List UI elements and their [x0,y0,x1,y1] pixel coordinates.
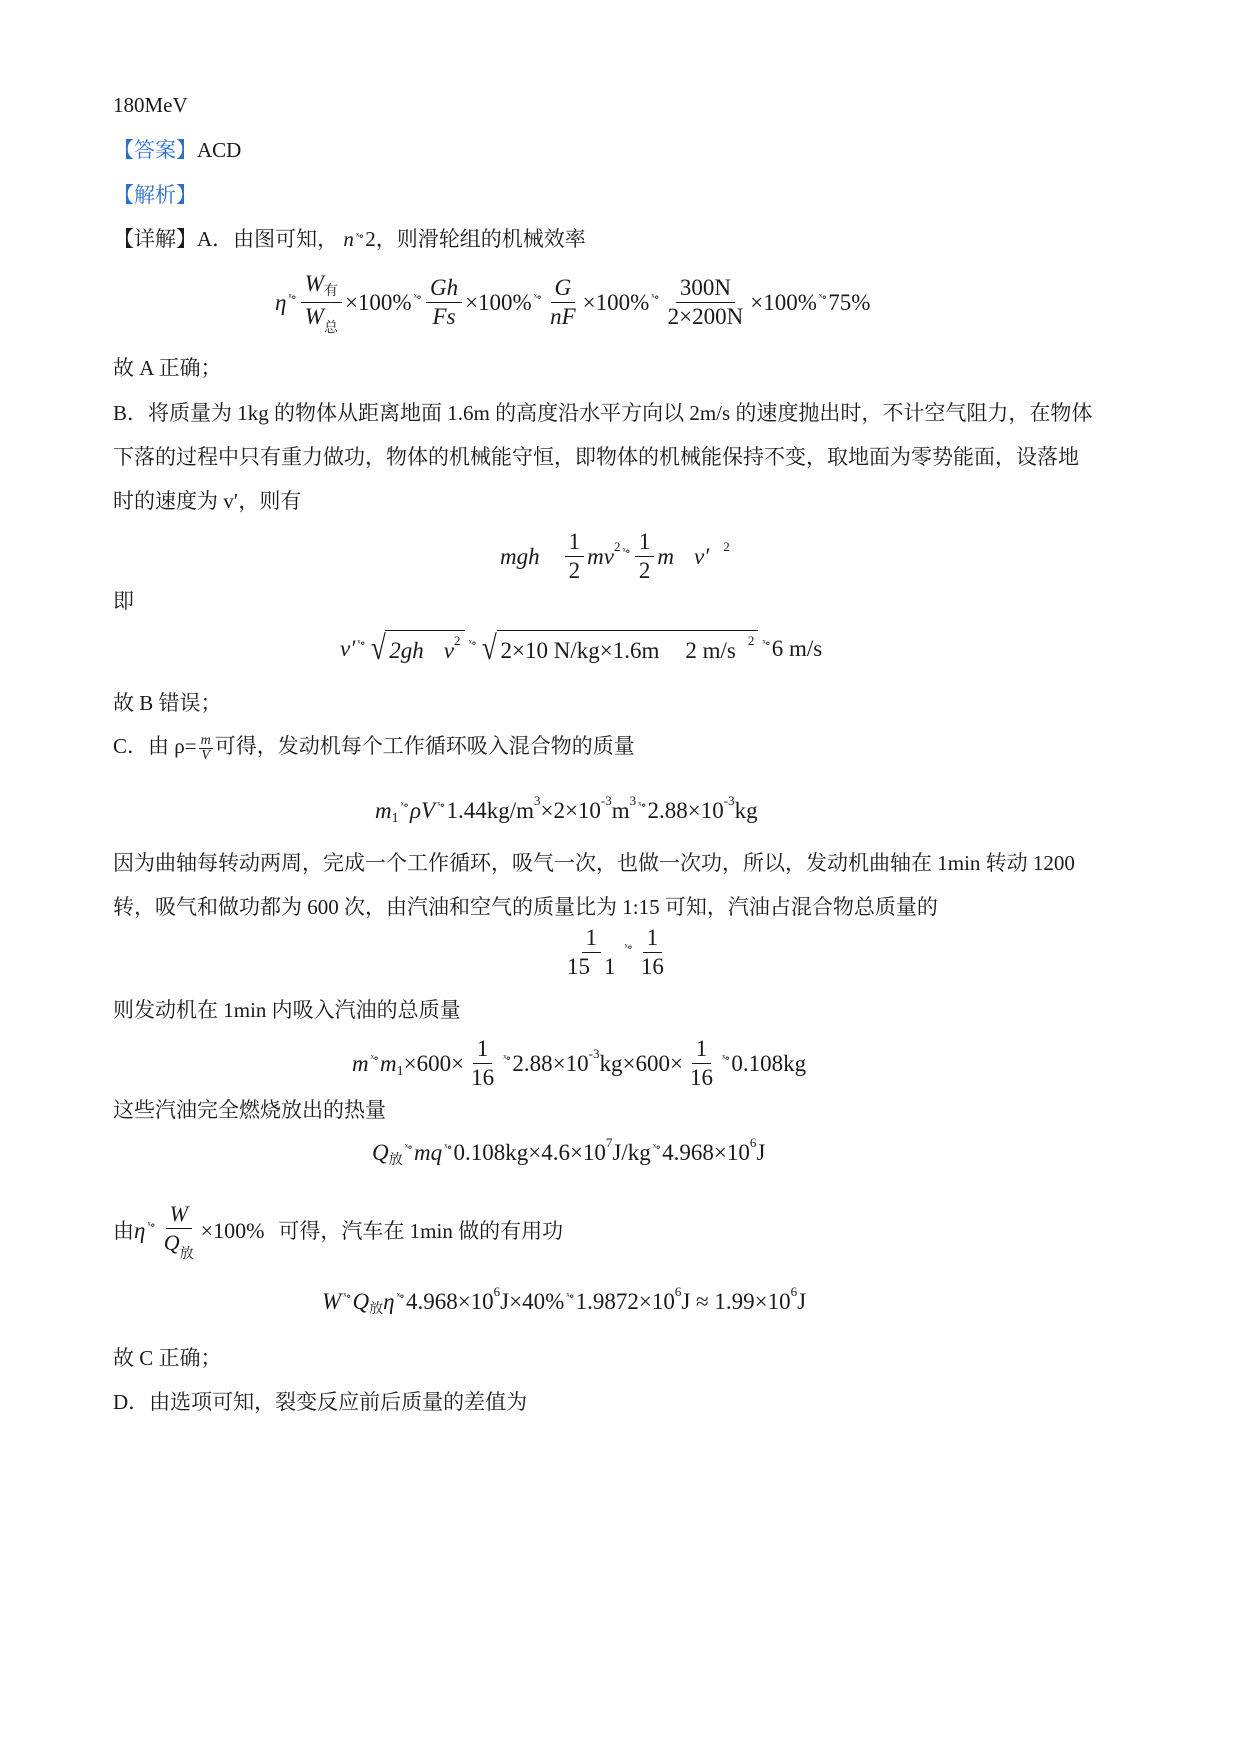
neg3: -3 [723,793,735,808]
m1: m [375,798,392,823]
m-var: m [657,543,674,569]
ratio-frac [563,924,620,981]
eta-frac [160,1200,198,1261]
fs-den: Fs [432,304,456,329]
calc-q: 0.108kg×4.6×10 [453,1140,606,1165]
c1-suffix: 可得，发动机每个工作循环吸入混合物的质量 [214,734,635,758]
eq-mark: ˣ∘ [533,289,542,304]
density: 1.44kg/m [446,798,534,823]
two-gh: 2gh [389,637,424,663]
answer-value: ACD [197,138,242,162]
kg: kg [599,1050,623,1076]
eq-mark: ˣ∘ [400,798,408,812]
sixteen: 16 [689,1065,713,1090]
one: 1 [565,528,585,557]
answer-tag: 【答案】 [113,138,197,162]
cube: 3 [533,793,541,808]
sub-you: 有 [323,284,338,299]
sq: 2 [454,632,461,648]
sqrt-1: √ 2gh v 2 [369,630,465,668]
eq-mark: ˣ∘ [503,1050,511,1065]
frac-16 [686,1035,717,1092]
one: 1 [582,924,602,953]
v-prime: v′ [340,636,356,661]
sq: 2 [747,632,755,648]
mgh: mgh [500,543,540,569]
cube: 3 [629,793,637,808]
eq-mark: ˣ∘ [652,1140,661,1154]
sq: 2 [613,538,621,554]
c-line-5: 这些汽油完全燃烧放出的热量 [113,1098,386,1122]
eq-mark: ˣ∘ [624,939,632,954]
six: 6 [790,1284,798,1299]
c-line-2: 因为曲轴每转动两周，完成一个工作循环，吸气一次，也做一次功，所以，发动机曲轴在 1min 转动 1200 [113,851,1075,875]
result-75: 75% [828,289,871,315]
times-100: ×100% [582,289,650,315]
times-40: J×40% [500,1289,565,1314]
one: 1 [604,954,616,979]
b-wrong: 故 B 错误； [113,691,222,715]
approx: J ≈ 1.99×10 [681,1289,791,1314]
eq-mark: ˣ∘ [370,1050,378,1065]
x2x10: ×2×10 [540,798,601,823]
m-unit: m [611,798,630,823]
frac-16 [467,1035,498,1092]
detail-a-text2: ，则滑轮组的机械效率 [375,227,586,251]
detail-tag: 【详解】 [113,227,197,251]
a-correct: 故 A 正确； [113,356,222,380]
six: 6 [493,1284,501,1299]
detail-a-text: A．由图可知， [197,227,339,251]
detail-a-line [113,224,586,257]
sixteen: 16 [471,1065,495,1090]
result-19872: 1.9872×10 [575,1289,675,1314]
efficiency-equation [275,270,870,335]
den-400: 2×200N [667,304,744,329]
times-100: ×100% [200,1217,265,1243]
sq: 2 [723,538,730,554]
j-unit: J [797,1289,807,1314]
gh-num: Gh [426,274,462,303]
sqrt-2: √ 2×10 N/kg×1.6m 2 m/s 2 [480,630,759,668]
fraction-g [546,274,580,331]
one: 1 [635,528,655,557]
eq-mark: ˣ∘ [468,636,476,650]
six: 6 [749,1135,757,1150]
one: 1 [473,1035,493,1064]
energy-equation [500,528,730,585]
w-num: W [166,1200,192,1229]
neg3: -3 [588,1045,600,1061]
eq-mark: ˣ∘ [622,543,630,558]
eq-mark: ˣ∘ [288,289,296,304]
m-var: m [352,1050,369,1076]
work-equation [322,1284,807,1317]
x600: ×600× [403,1050,465,1076]
num-300: 300N [676,274,735,303]
two: 2 [638,558,651,583]
v-prime: v′ [693,543,710,569]
mass-equation [375,793,758,826]
eq-mark: ˣ∘ [437,798,445,812]
eq-mark: ˣ∘ [566,1289,574,1303]
half-2 [635,528,655,585]
eq-mark: ˣ∘ [355,229,364,243]
result-4968: 4.968×10 [405,1289,494,1314]
jkg: J/kg [612,1140,651,1165]
g-num: G [551,274,576,303]
result-0108: 0.108kg [731,1050,807,1076]
inner-calc: 2×10 N/kg×1.6m [500,637,660,663]
eq-mark: ˣ∘ [357,636,365,650]
sub-zong: 总 [323,321,338,336]
half-1 [565,528,585,585]
rho-m: m [200,732,211,748]
m1: m [379,1050,397,1076]
eq-mark: ˣ∘ [147,1217,155,1232]
times-100: ×100% [344,289,412,315]
velocity-equation [340,630,822,668]
result-288: 2.88×10 [647,798,724,823]
rho-v: V [201,747,210,763]
eq-mark: ˣ∘ [818,289,827,304]
times-100: ×100% [750,289,817,315]
nf-den: nF [550,304,576,329]
heat-equation [372,1135,766,1168]
fraction-numbers [664,274,748,331]
fraction-gh [426,274,462,331]
b-line-2: 下落的过程中只有重力做功，物体的机械能守恒，即物体的机械能保持不变，取地面为零势能面，设落地 [113,445,1079,469]
two: 2 [568,558,581,583]
eta-symbol: η [383,1289,395,1314]
sub-1: 1 [396,1063,404,1079]
mq: mq [413,1140,443,1165]
eq-mark: ˣ∘ [721,1050,730,1065]
sub-fang: 放 [179,1247,194,1262]
text-line-0: 180MeV [113,93,188,117]
w-var: W [322,1289,342,1314]
inner-v: 2 m/s [685,637,736,663]
c6-prefix: 由 [113,1218,134,1243]
sub-fang: 放 [388,1153,403,1168]
eq-mark: ˣ∘ [762,636,770,650]
q-den: Q [163,1230,180,1255]
result-6: 6 m/s [771,636,823,661]
analysis-tag: 【解析】 [113,183,197,207]
kg: kg [734,798,758,823]
eq-mark: ˣ∘ [343,1289,351,1303]
d-line-1: D．由选项可知，裂变反应前后质量的差值为 [113,1390,528,1414]
eq-mark: ˣ∘ [404,1140,412,1154]
eq-mark: ˣ∘ [651,289,659,304]
result-4968: 4.968×10 [662,1140,750,1165]
result-288: 2.88×10 [512,1050,589,1076]
c-correct: 故 C 正确； [113,1346,222,1370]
eta-symbol: η [275,289,287,315]
fraction-w [301,270,342,335]
b-line-3: 时的速度为 v′，则有 [113,489,302,513]
mv: mv [587,543,614,569]
eta-symbol: η [134,1217,146,1243]
eq-mark: ˣ∘ [638,798,646,812]
c6-suffix: 可得，汽车在 1min 做的有用功 [278,1218,564,1243]
seven: 7 [605,1135,613,1150]
gas-mass-equation [352,1035,806,1092]
frac-16 [637,924,668,981]
times-100: ×100% [465,289,532,315]
two-val: 2 [365,227,376,251]
ji-line: 即 [113,589,134,613]
ratio-equation [560,924,671,981]
sub-1: 1 [391,811,399,826]
fifteen: 15 [567,954,590,979]
j-unit: J [756,1140,766,1165]
rho-v: ρV [409,798,436,823]
c-line-3: 转，吸气和做功都为 600 次，由汽油和空气的质量比为 1:15 可知，汽油占混合物总质量的 [113,895,938,919]
c1-prefix: C．由 ρ= [113,734,197,758]
x600: ×600× [622,1050,683,1076]
q-var: Q [352,1289,370,1314]
eq-mark: ˣ∘ [413,289,421,304]
sixteen: 16 [640,954,664,979]
w-num: W [304,271,324,296]
c-line-1 [113,731,635,763]
rho-frac [199,734,213,763]
neg3: -3 [600,793,612,808]
eq-mark: ˣ∘ [396,1289,404,1303]
q-var: Q [372,1140,389,1165]
six: 6 [674,1284,682,1299]
sub-fang: 放 [369,1302,384,1317]
one: 1 [643,924,663,953]
b-line-1: B．将质量为 1kg 的物体从距离地面 1.6m 的高度沿水平方向以 2m/s 的速度抛出时，不计空气阻力，在物体 [113,401,1093,425]
eq-mark: ˣ∘ [444,1140,452,1154]
c-line-6 [113,1200,563,1261]
w-den: W [304,304,324,329]
v: v [443,637,454,663]
answer-line [113,135,241,165]
n-var: n [343,227,354,251]
one: 1 [692,1035,712,1064]
c-line-4: 则发动机在 1min 内吸入汽油的总质量 [113,998,461,1022]
